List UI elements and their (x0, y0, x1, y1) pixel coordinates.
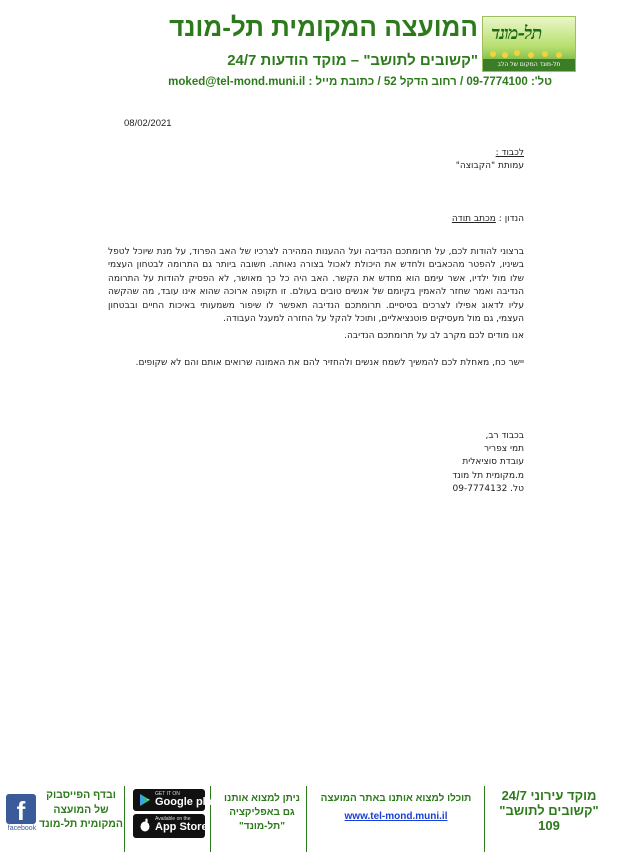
app-line: גם באפליקציה (229, 807, 295, 818)
footer-facebook-text (38, 788, 124, 832)
subject-text: מכתב תודה (451, 214, 496, 224)
app-store-badge[interactable] (133, 814, 208, 838)
subject-label: הנדון : (498, 214, 524, 224)
paragraph-wishes: יישר כח, מאחלת לכם להמשיך לשמח אנשים ולהחזיר להם את האמונה שרואים אותם והם לא שקופים. (135, 358, 524, 368)
footer-hotline (494, 788, 604, 833)
signature-line: תמי צפריר (483, 444, 524, 455)
app-line: ניתן למצוא אותנו (224, 793, 300, 804)
google-play-label: Google play (155, 796, 218, 808)
signature-line: מ.מקומית תל מונד (452, 470, 524, 481)
paragraph-thanks: ברצוני להודות לכם, על תרומתכם הנדיבה ועל ההענות המהירה לצרכיו של האב הפרוד, על מנת שיוכל לטפל בשיניו, להפטר מהכאבים ולחדש את היכולת לאכול בצורה נאותה. חשובה ביותר גם התרומה לבטחון העצמי שלו מול ילדיו, אשר עימם הוא מחדש את הקשר. האב היה כל כך מאושר, לא הפסיק להודות על התרומה הנדיבה ואמר שחזר להאמין בקיומם של אנשים טובים בעולם. זו תקופה ארוכה שהוא אינו עובד, מה שהקשה עליו לדאוג אפילו לצרכים בסיסיים. תרומתכם הנדיבה תאפשר לו שיפור משמעותי באיכות החיים ובבטחון העצמי, גם מול מעסיקים פוטנציאליים, ותוכל להקל על החזרה למעגל העבודה. (108, 247, 524, 325)
hotline-line: מוקד עירוני 24/7 (501, 788, 597, 803)
hotline-number: 109 (538, 818, 560, 833)
hotline-line: "קשובים לתושב" (499, 803, 599, 818)
app-store-label: App Store (155, 821, 208, 833)
subject-line (452, 214, 524, 224)
council-subtitle: "קשובים לתושב" – מוקד הודעות 24/7 (227, 52, 478, 69)
google-play-small: GET IT ON (155, 791, 180, 797)
council-title: המועצה המקומית תל-מונד (169, 12, 478, 42)
paragraph-gratitude: אנו מודים לכם מקרב לב על תרומתכם הנדיבה. (344, 331, 524, 341)
facebook-icon[interactable]: f (6, 794, 36, 824)
flowers-icon (483, 49, 575, 59)
website-link[interactable]: www.tel-mond.muni.il (344, 811, 448, 822)
signature-line: עובדת סוציאלית (462, 457, 524, 468)
facebook-line: המקומית תל-מונד (39, 818, 123, 830)
signature-block (452, 430, 524, 496)
logo-strip: תל-מונד המקום של הלב (483, 59, 575, 71)
app-line: "תל-מונד" (239, 821, 285, 832)
app-store-small: Available on the (155, 816, 191, 822)
website-text: תוכלו למצוא אותנו באתר המועצה (320, 793, 472, 804)
signature-line: בכבוד רב, (485, 431, 524, 441)
recipient-label: לכבוד : (495, 148, 524, 158)
footer-app (212, 792, 312, 834)
apple-icon (138, 818, 152, 832)
council-logo (482, 16, 576, 72)
google-play-icon (138, 793, 152, 807)
footer-divider (484, 786, 485, 852)
google-play-badge[interactable] (133, 789, 218, 811)
letter-date: 08/02/2021 (124, 118, 172, 129)
logo-text: תל-מונד (491, 23, 542, 44)
facebook-line: של המועצה (53, 803, 109, 816)
facebook-label: facebook (7, 825, 37, 832)
recipient-name: עמותת "הקבוצה" (455, 161, 524, 171)
footer-divider (124, 786, 125, 852)
council-contact: טל': 09-7774100 / רחוב הדקל 52 / כתובת מייל : moked@tel-mond.muni.il (168, 76, 552, 88)
footer-website (312, 790, 480, 826)
facebook-line: ובדף הפייסבוק (46, 789, 116, 801)
signature-line: טל. 09-7774132 (452, 483, 524, 494)
